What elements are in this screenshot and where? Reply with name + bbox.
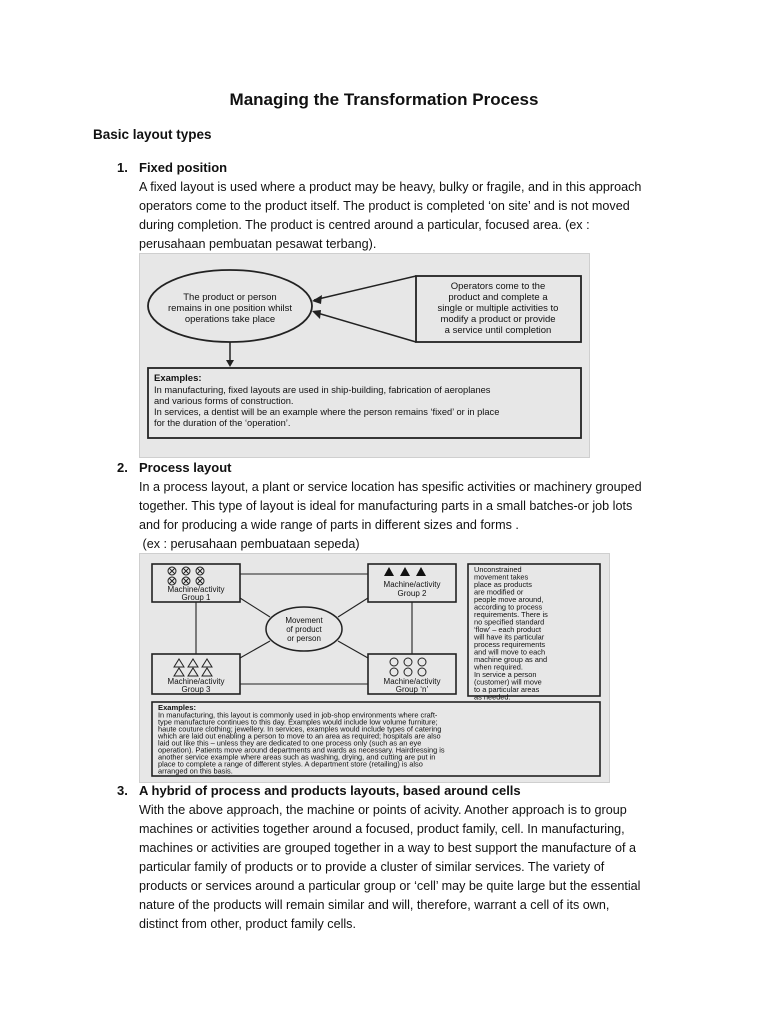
arrow-line — [314, 312, 416, 342]
section-subheading: Basic layout types — [93, 127, 212, 142]
paragraph-3 — [139, 801, 664, 934]
examples-text: and various forms of construction. — [154, 396, 294, 406]
operators-text: modify a product or provide — [440, 314, 556, 325]
list-heading: Fixed position — [139, 160, 228, 175]
svg-text:are modified or: are modified or — [474, 587, 524, 597]
svg-text:In service a person: In service a person — [474, 670, 537, 679]
list-item-heading-3 — [117, 783, 521, 798]
svg-text:when required.: when required. — [474, 662, 523, 672]
outline-triangle-icons — [174, 659, 212, 676]
svg-text:place to complete a range of d: place to complete a range of different styles. A department store (retailing) is also — [158, 759, 423, 769]
arrow-line — [314, 276, 416, 300]
paragraph-2 — [139, 478, 664, 554]
center-text: or person — [287, 634, 321, 643]
svg-text:arranged on this basis.: arranged on this basis. — [158, 766, 233, 776]
group-label: Group 2 — [397, 589, 427, 598]
svg-text:type manufacture continues to: type manufacture continues to this day. Examples would include low volume furniture; — [158, 717, 438, 727]
group-label: Machine/activity — [383, 677, 441, 686]
list-heading: A hybrid of process and products layouts, based around cells — [139, 783, 521, 798]
svg-text:(customer) will move: (customer) will move — [474, 677, 542, 687]
svg-text:people move around,: people move around, — [474, 595, 544, 604]
paragraph-line: during completion. The product is centred around a particular, focused area. (ex : — [139, 218, 590, 232]
svg-text:place as products: place as products — [474, 580, 532, 589]
svg-text:no specified standard: no specified standard — [474, 617, 545, 627]
svg-text:which are laid out enabling a: which are laid out enabling a person to move to an area as required; hospitals are also — [158, 731, 441, 741]
svg-text:another service example where: another service example where areas such as washing, drying, and cutting are put in — [158, 752, 436, 762]
operators-text: product and complete a — [448, 292, 548, 303]
paragraph-line: operators come to the product itself. The product is completed ‘on site’ and is not moved — [139, 199, 630, 213]
svg-text:requirements. There is: requirements. There is — [474, 610, 548, 619]
outline-circle-icons — [390, 658, 426, 676]
list-heading: Process layout — [139, 460, 232, 475]
svg-text:machine group as and: machine group as and — [474, 655, 548, 664]
arrow-head — [226, 360, 234, 367]
svg-text:movement takes: movement takes — [474, 572, 529, 582]
svg-text:‘flow’ – each product: ‘flow’ – each product — [474, 625, 542, 634]
group-label: Machine/activity — [167, 677, 225, 686]
svg-text:will have its particular: will have its particular — [474, 632, 545, 642]
paragraph-line: and for producing a wide range of parts in different sizes and forms . — [139, 518, 519, 532]
svg-text:haute couture clothing; jewell: haute couture clothing; jewellery. In services, examples would include types of catering — [158, 724, 442, 734]
center-text: of product — [286, 625, 322, 634]
group-label: Machine/activity — [383, 580, 441, 589]
group-label: Group ‘n’ — [395, 685, 429, 694]
ellipse-text: remains in one position whilst — [167, 303, 293, 314]
paragraph-line: nature of the products will remain similar and will, therefore, warrant a cell of its own, — [139, 898, 610, 912]
list-number: 1. — [117, 160, 128, 175]
list-number: 3. — [117, 783, 128, 798]
examples-text: In services, a dentist will be an example where the person remains ‘fixed’ or in place — [154, 407, 500, 417]
paragraph-line: particular family of products or to provide a cluster of similar services. The variety of — [139, 860, 605, 874]
examples-label: Examples: — [154, 373, 202, 384]
center-text: Movement — [285, 616, 323, 625]
paragraph-line: A fixed layout is used where a product may be heavy, bulky or fragile, and in this approach — [139, 180, 642, 194]
process-layout-diagram — [139, 553, 610, 783]
paragraph-line: machines or activities together around a focused, product family, cell. In manufacturing, — [139, 822, 625, 836]
paragraph-1 — [139, 178, 664, 254]
operators-text: a service until completion — [444, 325, 552, 336]
arrow-head — [312, 295, 322, 304]
svg-text:according to process: according to process — [474, 602, 543, 612]
paragraph-line: machines or activities are grouped together in a way to best support the manufacture of a — [139, 841, 637, 855]
paragraph-line: (ex : perusahaan pembuataan sepeda) — [139, 537, 360, 551]
svg-text:In manufacturing, this layout: In manufacturing, this layout is commonly used in job-shop environments where craft- — [158, 710, 438, 720]
description-text — [473, 565, 548, 702]
paragraph-line: together. This type of layout is ideal for manufacturing parts in a small batches-or job lots — [139, 499, 633, 513]
svg-text:Unconstrained: Unconstrained — [474, 565, 522, 574]
operators-text: Operators come to the — [450, 281, 546, 292]
svg-text:to a particular areas: to a particular areas — [474, 685, 540, 694]
group-label: Group 1 — [181, 593, 211, 602]
svg-text:laid out like this – unless th: laid out like this – unless they are dedicated to one process only (such as an eye — [158, 738, 422, 748]
paragraph-line: In a process layout, a plant or service location has spesific activities or machinery grouped — [139, 480, 642, 494]
group-label: Machine/activity — [167, 585, 225, 594]
svg-text:operation). Patients move arou: operation). Patients move around departments and wards as necessary. Hairdressing is — [158, 745, 445, 755]
examples-label: Examples: — [158, 703, 196, 712]
svg-text:as needed.: as needed. — [474, 692, 511, 702]
crossed-circle-icons — [168, 567, 204, 585]
filled-triangle-icons — [384, 567, 426, 576]
examples-text: for the duration of the ‘operation’. — [154, 418, 291, 428]
ellipse-text: operations take place — [184, 314, 276, 325]
examples-text: In manufacturing, fixed layouts are used in ship-building, fabrication of aeroplanes — [154, 385, 491, 395]
arrow-head — [312, 310, 321, 319]
paragraph-line: distinct from other, product family cells. — [139, 917, 356, 931]
svg-text:process requirements: process requirements — [474, 640, 546, 649]
list-item-heading-1 — [117, 160, 227, 175]
paragraph-line: With the above approach, the machine or points of acivity. Another approach is to group — [139, 803, 627, 817]
page-title: Managing the Transformation Process — [229, 90, 539, 109]
ellipse-text: The product or person — [183, 292, 277, 303]
paragraph-line: products or services around a particular group or ‘cell’ may be quite large but the essential — [139, 879, 641, 893]
list-item-heading-2 — [117, 460, 232, 475]
fixed-position-diagram — [139, 253, 590, 458]
group-label: Group 3 — [181, 685, 211, 694]
paragraph-line: perusahaan pembuatan pesawat terbang). — [139, 237, 377, 251]
operators-text: single or multiple activities to — [437, 303, 559, 314]
svg-text:and will move to each: and will move to each — [474, 647, 546, 657]
examples-text — [157, 711, 445, 776]
list-number: 2. — [117, 460, 128, 475]
